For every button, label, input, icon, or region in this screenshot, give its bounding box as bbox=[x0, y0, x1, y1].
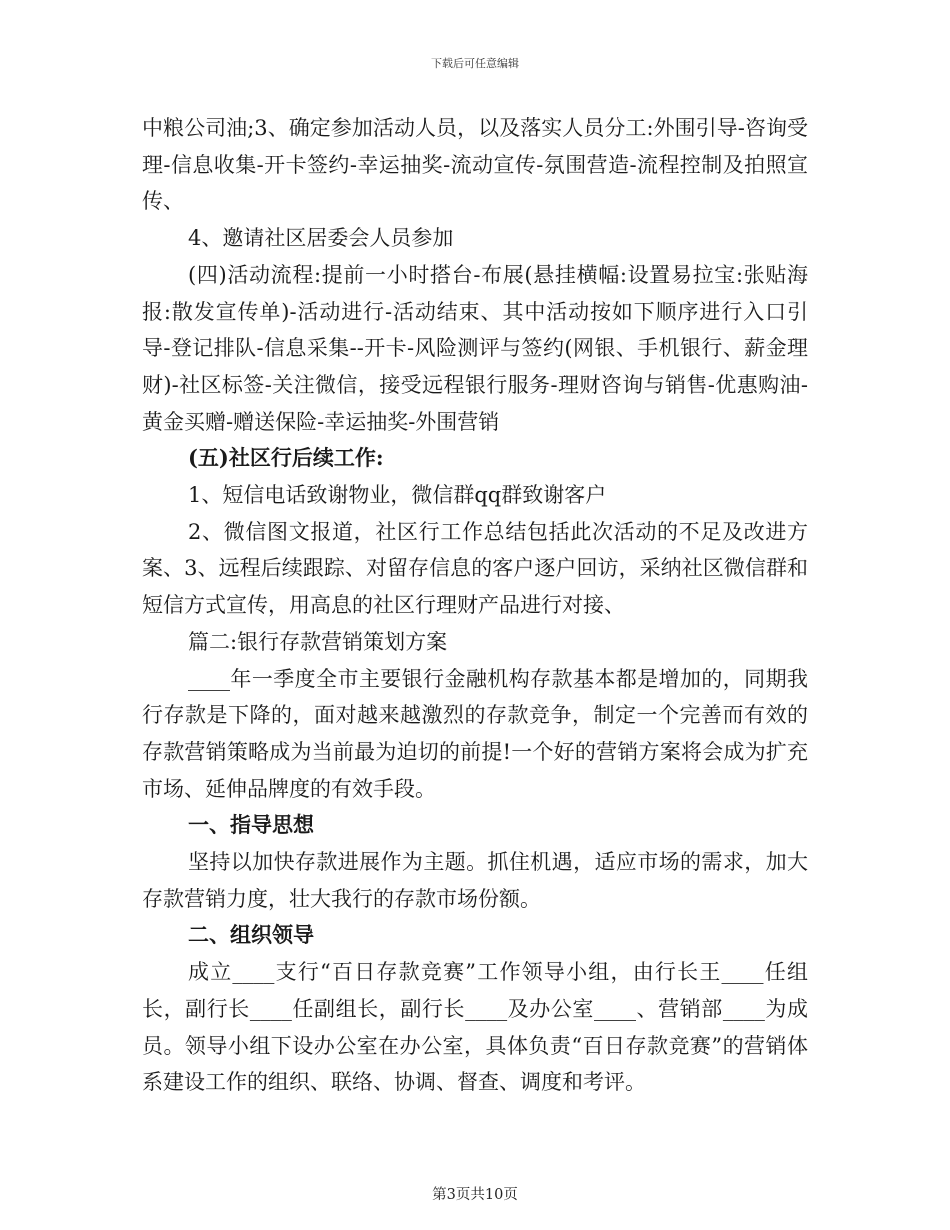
paragraph: 成立____支行“百日存款竞赛”工作领导小组，由行长王____任组长，副行长____任副组长，副行长____及办公室____、营销部____为成员。领导小组下设办公室在办公室，具体负责“百日存款竞赛”的营销体系建设工作的组织、联络、协调、督查、调度和考评。 bbox=[142, 960, 808, 1095]
paragraph: 2、微信图文报道，社区行工作总结包括此次活动的不足及改进方案、3、远程后续跟踪、对留存信息的客户逐户回访，采纳社区微信群和短信方式宣传，用高息的社区行理财产品进行对接、 bbox=[142, 519, 808, 618]
section-heading: 二、组织领导 bbox=[188, 922, 314, 948]
paragraph: 1、短信电话致谢物业，微信群qq群致谢客户 bbox=[188, 483, 607, 508]
page-header: 下载后可任意编辑 bbox=[431, 57, 519, 70]
paragraph: ____年一季度全市主要银行金融机构存款基本都是增加的，同期我行存款是下降的，面对越来越激烈的存款竞争，制定一个完善而有效的存款营销策略成为当前最为迫切的前提!一个好的营销方案将会成为扩充市场、延伸品牌度的有效手段。 bbox=[142, 666, 808, 801]
section-heading: 一、指导思想 bbox=[188, 812, 314, 838]
document-body bbox=[142, 110, 808, 1101]
section-heading: (五)社区行后续工作: bbox=[188, 445, 384, 471]
paragraph: 坚持以加快存款进展作为主题。抓住机遇，适应市场的需求，加大存款营销力度，壮大我行的存款市场份额。 bbox=[142, 850, 808, 911]
paragraph: 4、邀请社区居委会人员参加 bbox=[188, 226, 454, 251]
paragraph: (四)活动流程:提前一小时搭台-布展(悬挂横幅:设置易拉宝:张贴海报:散发宣传单)-活动进行-活动结束、其中活动按如下顺序进行入口引导-登记排队-信息采集--开卡-风险测评与签约(网银、手机银行、薪金理财)-社区标签-关注微信，接受远程银行服务-理财咨询与销售-优惠购油-黄金买赠-赠送保险-幸运抽奖-外围营销 bbox=[142, 262, 808, 434]
page-footer: 第3页共10页 bbox=[432, 1187, 518, 1203]
paragraph: 中粮公司油;3、确定参加活动人员，以及落实人员分工:外围引导-咨询受理-信息收集-开卡签约-幸运抽奖-流动宣传-氛围营造-流程控制及拍照宣传、 bbox=[142, 116, 808, 214]
paragraph: 篇二:银行存款营销策划方案 bbox=[188, 629, 448, 654]
